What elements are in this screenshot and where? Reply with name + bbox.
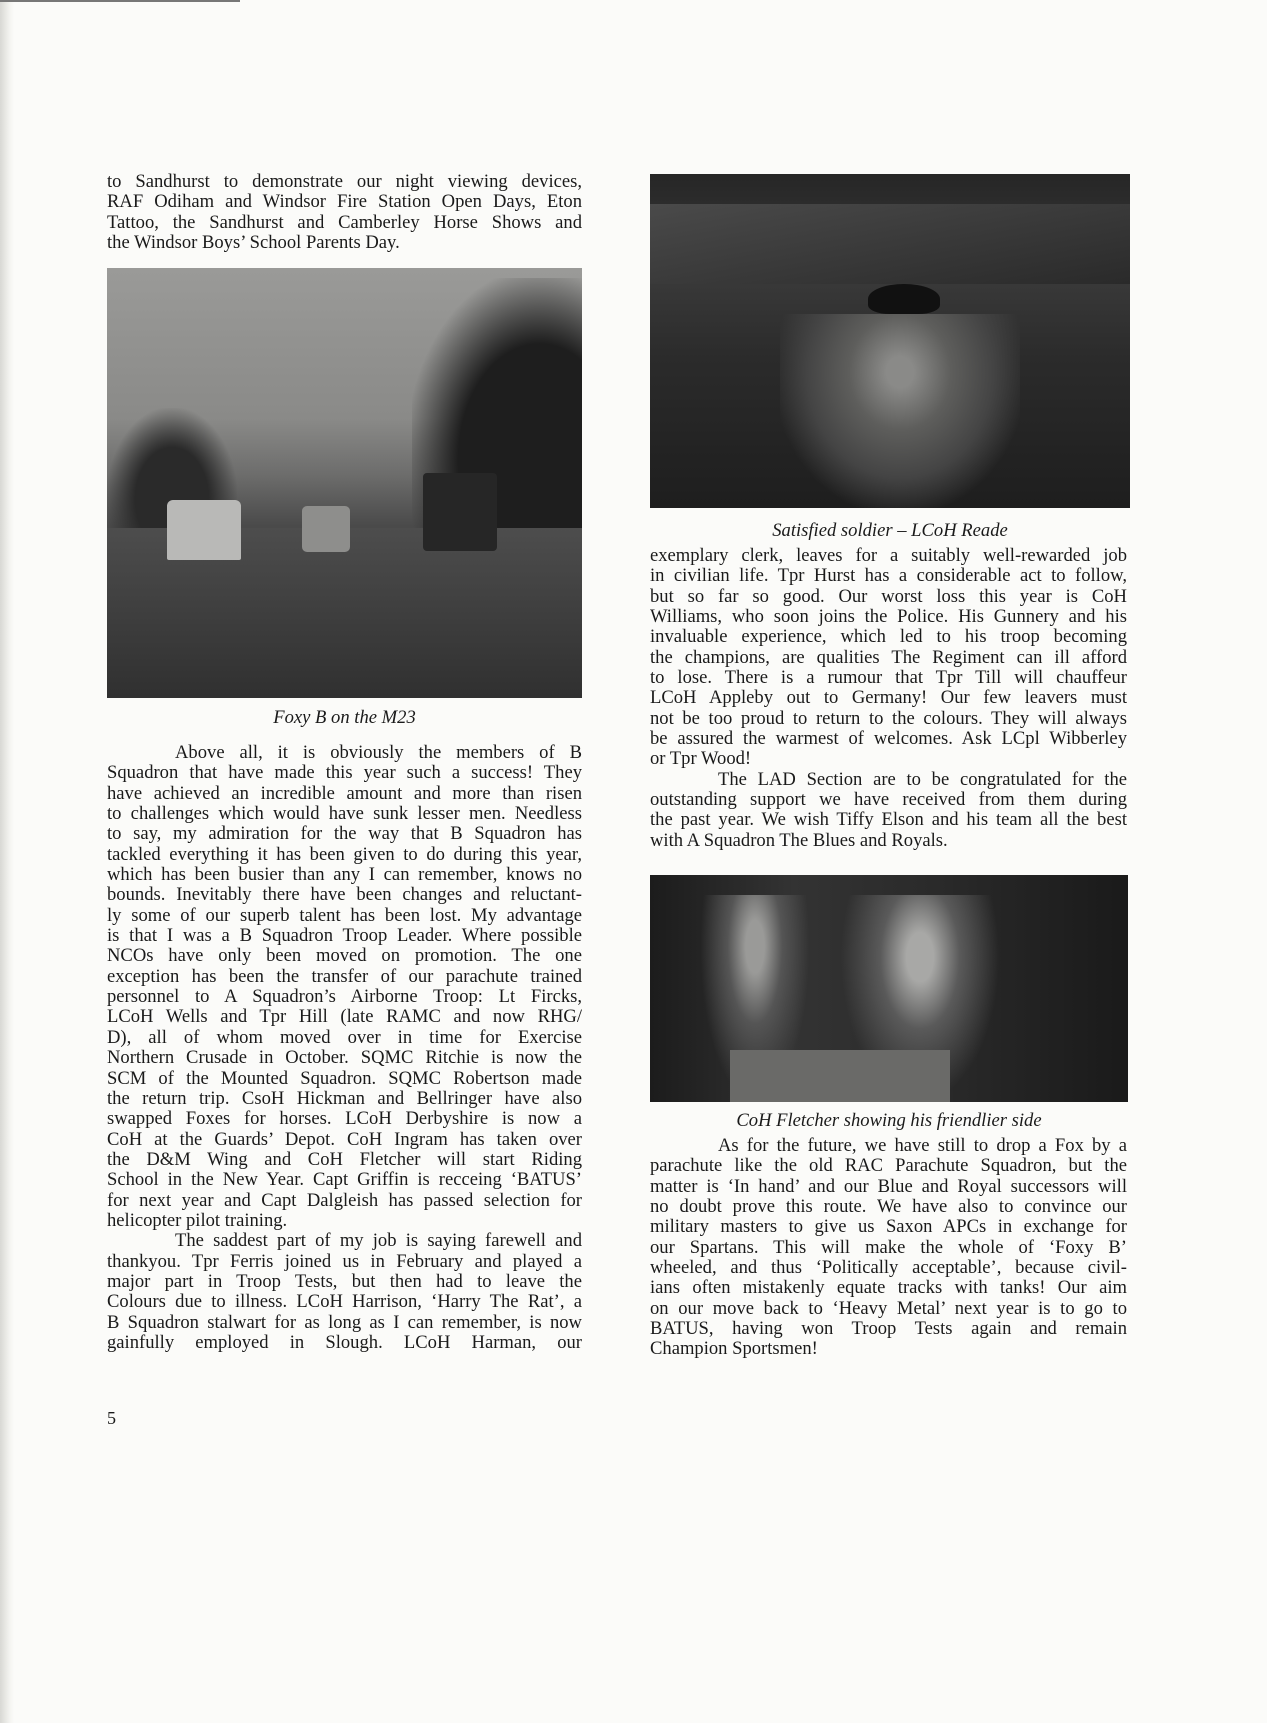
text-line: is that I was a B Squadron Troop Leader. Where possible [107,925,582,947]
text-line: BATUS, having won Troop Tests again and remain [650,1318,1127,1340]
text-line: the D&M Wing and CoH Fletcher will start Riding [107,1148,582,1170]
text-line: but so far so good. Our worst loss this year is CoH [650,585,1127,607]
text-line: B Squadron stalwart for as long as I can remember, is now [107,1311,582,1333]
left-column-top-text [107,172,582,253]
text-line: swapped Foxes for horses. LCoH Derbyshire is now a [107,1108,582,1130]
text-line: for next year and Capt Dalgleish has passed selection for [107,1189,582,1211]
text-line: The saddest part of my job is saying farewell and [175,1230,582,1252]
photo-caption: Satisfied soldier – LCoH Reade [772,520,1008,541]
text-line: D), all of whom moved over in time for Exercise [107,1026,582,1048]
text-line: RAF Odiham and Windsor Fire Station Open Days, Eton [107,191,582,213]
text-line: LCoH Appleby out to Germany! Our few leavers must [650,687,1127,709]
text-line: Williams, who soon joins the Police. His Gunnery and his [650,606,1127,628]
scan-top-rule [0,0,240,2]
text-line: thankyou. Tpr Ferris joined us in February and played a [107,1250,582,1272]
text-line: major part in Troop Tests, but then had to leave the [107,1270,582,1292]
text-line: ians often mistakenly equate tracks with tanks! Our aim [650,1277,1127,1299]
text-line: matter is ‘In hand’ and our Blue and Royal successors will [650,1175,1127,1197]
text-line: not be too proud to return to the colours. They will always [650,707,1127,729]
text-line: to say, my admiration for the way that B Squadron has [107,823,582,845]
text-line: The LAD Section are to be congratulated for the [718,768,1127,790]
text-line: SCM of the Mounted Squadron. SQMC Robertson made [107,1067,582,1089]
photo-caption: CoH Fletcher showing his friendlier side [736,1110,1042,1131]
text-line: NCOs have only been moved on promotion. The one [107,945,582,967]
table [730,1050,950,1102]
paragraph [107,172,582,253]
text-line: which has been busier than any I can remember, knows no [107,864,582,886]
car [302,506,350,552]
text-line: exception has been the transfer of our parachute trained [107,965,582,987]
text-line: As for the future, we have still to drop a Fox by a [718,1135,1127,1156]
soldier [780,314,1020,508]
photo-foxy-b-on-m23 [107,268,582,698]
text-line: outstanding support we have received from them during [650,789,1127,811]
text-line: our Spartans. This will make the whole of ‘Foxy B’ [650,1236,1127,1258]
text-line: the Windsor Boys’ School Parents Day. [107,232,400,254]
car [167,500,241,560]
text-line: no doubt prove this route. We have also to convince our [650,1196,1127,1218]
paragraph [650,1136,1127,1360]
text-line: on our move back to ‘Heavy Metal’ next year is to go to [650,1297,1127,1319]
text-line: School in the New Year. Capt Griffin is recceing ‘BATUS’ [107,1169,582,1191]
paragraph [650,546,1127,770]
text-line: CoH at the Guards’ Depot. CoH Ingram has taken over [107,1128,582,1150]
beret [868,284,940,314]
text-line: to lose. There is a rumour that Tpr Till will chauffeur [650,667,1127,689]
paragraph [650,770,1127,851]
armoured-vehicle [423,473,497,551]
left-column-text [107,743,582,1353]
page-number: 5 [107,1408,116,1428]
text-line: or Tpr Wood! [650,748,752,770]
text-line: invaluable experience, which led to his troop becoming [650,626,1127,648]
text-line: Tattoo, the Sandhurst and Camberley Horse Shows and [107,211,582,233]
text-line: Colours due to illness. LCoH Harrison, ‘Harry The Rat’, a [107,1291,582,1313]
text-line: be assured the warmest of welcomes. Ask LCpl Wibberley [650,728,1127,750]
text-line: wheeled, and thus ‘Politically acceptable’, because civil- [650,1257,1127,1279]
text-line: the return trip. CsoH Hickman and Bellringer have also [107,1087,582,1109]
text-line: bounds. Inevitably there have been changes and reluctant- [107,884,582,906]
text-line: in civilian life. Tpr Hurst has a considerable act to follow, [650,565,1127,587]
text-line: Above all, it is obviously the members of B [175,742,582,763]
photo-coh-fletcher [650,875,1128,1102]
text-line: have achieved an incredible amount and more than risen [107,782,582,804]
text-line: exemplary clerk, leaves for a suitably well-rewarded job [650,545,1127,566]
text-line: LCoH Wells and Tpr Hill (late RAMC and now RHG/ [107,1006,582,1028]
text-line: the past year. We wish Tiffy Elson and his team all the best [650,809,1127,831]
photo-satisfied-soldier [650,174,1130,508]
photo-caption: Foxy B on the M23 [273,707,416,728]
text-line: to Sandhurst to demonstrate our night viewing devices, [107,171,582,192]
text-line: to challenges which would have sunk lesser men. Needless [107,803,582,825]
text-line: military masters to give us Saxon APCs in exchange for [650,1216,1127,1238]
text-line: personnel to A Squadron’s Airborne Troop: Lt Fircks, [107,986,582,1008]
text-line: Champion Sportsmen! [650,1338,818,1360]
paragraph [107,743,582,1231]
text-line: ly some of our superb talent has been lost. My advantage [107,904,582,926]
text-line: Squadron that have made this year such a success! They [107,762,582,784]
right-column-text-a [650,546,1127,851]
text-line: the champions, are qualities The Regiment can ill afford [650,646,1127,668]
text-line: Northern Crusade in October. SQMC Ritchie is now the [107,1047,582,1069]
text-line: with A Squadron The Blues and Royals. [650,829,948,851]
right-column-text-b [650,1136,1127,1360]
scan-edge-shadow [0,0,14,1723]
text-line: tackled everything it has been given to do during this year, [107,843,582,865]
text-line: helicopter pilot training. [107,1209,288,1231]
paragraph [107,1231,582,1353]
vehicle-hull [650,204,1130,284]
text-line: parachute like the old RAC Parachute Squadron, but the [650,1155,1127,1177]
text-line: gainfully employed in Slough. LCoH Harman, our [107,1331,582,1353]
